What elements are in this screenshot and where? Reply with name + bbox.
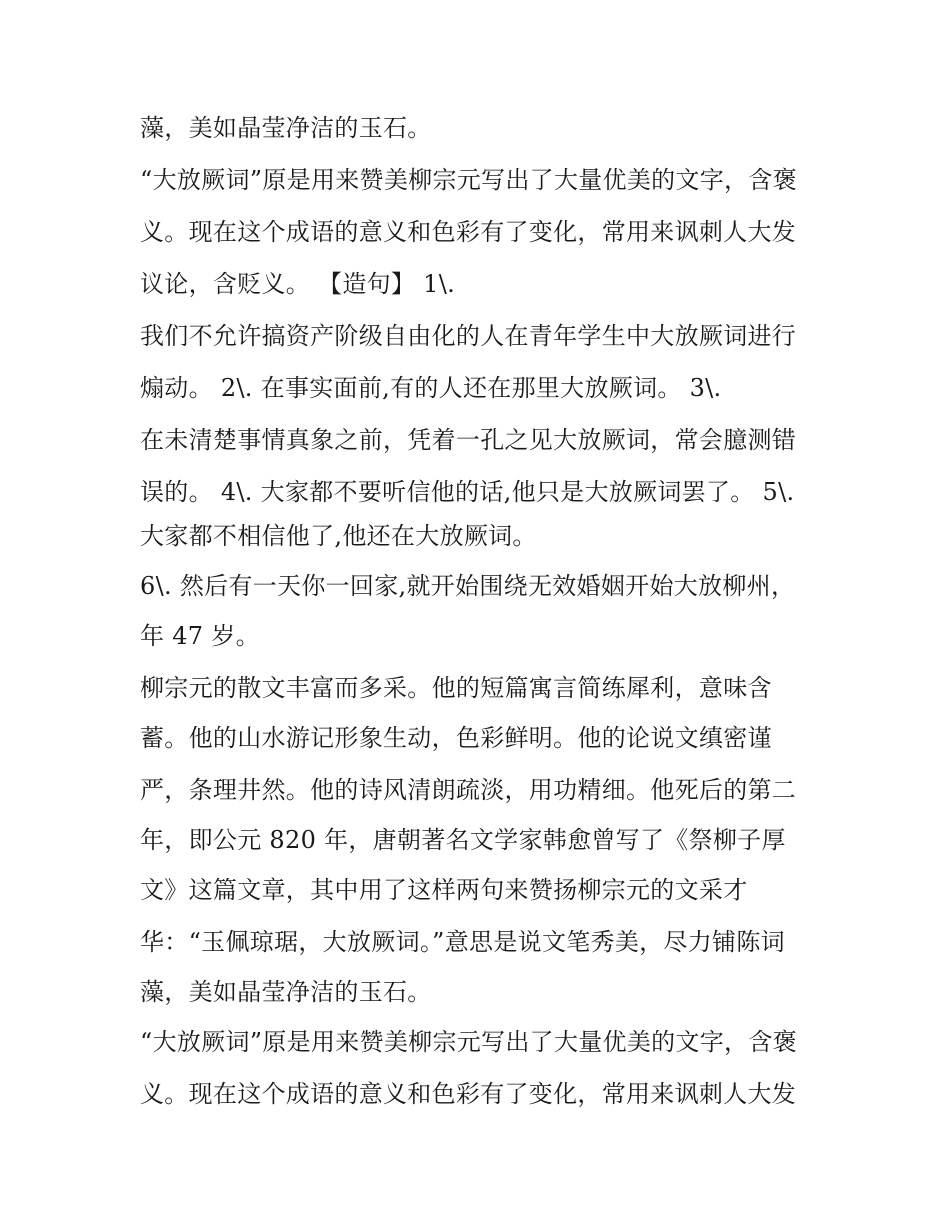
text-line: 柳宗元的散文丰富而多采。他的短篇寓言简练犀利，意味含 <box>140 674 772 702</box>
text-line: 误的。 4\. 大家都不要听信他的话,他只是大放厥词罢了。 5\. <box>140 478 795 506</box>
text-line: 6\. 然后有一天你一回家,就开始围绕无效婚姻开始大放柳州， <box>140 572 796 600</box>
text-line: 藻，美如晶莹净洁的玉石。 <box>140 114 432 142</box>
text-line: 藻，美如晶莹净洁的玉石。 <box>140 978 432 1006</box>
text-line: 华：“玉佩琼琚，大放厥词。”意思是说文笔秀美，尽力铺陈词 <box>140 928 785 956</box>
text-line: “大放厥词”原是用来赞美柳宗元写出了大量优美的文字，含褒 <box>140 1028 797 1056</box>
text-line: 议论，含贬义。 【造句】 1\. <box>140 270 456 298</box>
text-line: 在未清楚事情真象之前，凭着一孔之见大放厥词，常会臆测错 <box>140 426 797 454</box>
text-line: 文》这篇文章，其中用了这样两句来赞扬柳宗元的文采才 <box>140 876 748 904</box>
text-line: “大放厥词”原是用来赞美柳宗元写出了大量优美的文字，含褒 <box>140 166 797 194</box>
text-line: 我们不允许搞资产阶级自由化的人在青年学生中大放厥词进行 <box>140 322 797 350</box>
text-line: 义。现在这个成语的意义和色彩有了变化，常用来讽刺人大发 <box>140 218 797 246</box>
text-line: 年，即公元 820 年，唐朝著名文学家韩愈曾写了《祭柳子厚 <box>140 826 786 854</box>
text-line: 蓄。他的山水游记形象生动，色彩鲜明。他的论说文缜密谨 <box>140 724 772 752</box>
text-line: 煽动。 2\. 在事实面前,有的人还在那里大放厥词。 3\. <box>140 374 722 402</box>
text-line: 严，条理井然。他的诗风清朗疏淡，用功精细。他死后的第二 <box>140 776 797 804</box>
text-line: 义。现在这个成语的意义和色彩有了变化，常用来讽刺人大发 <box>140 1080 797 1108</box>
text-line: 大家都不相信他了,他还在大放厥词。 <box>140 522 537 550</box>
text-line: 年 47 岁。 <box>140 622 260 650</box>
